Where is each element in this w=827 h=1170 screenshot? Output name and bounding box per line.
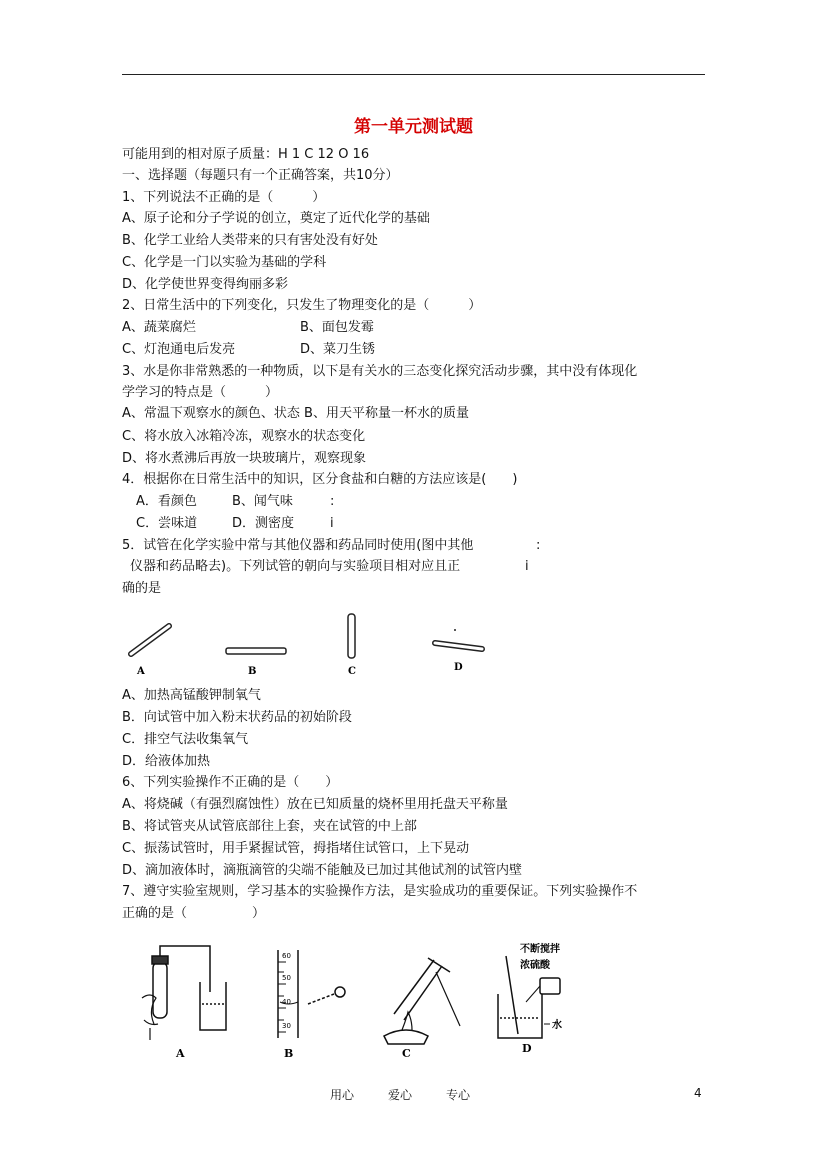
figure-b-label: B [284, 1047, 294, 1060]
tube-c-label: C [348, 666, 356, 677]
footer-word-1: 用心 [330, 1088, 355, 1102]
question-6-option-a: A、将烧碱（有强烈腐蚀性）放在已知质量的烧杯里用托盘天平称量 [122, 797, 508, 812]
test-tube-orientations [122, 608, 522, 680]
tube-a [131, 626, 169, 654]
question-4-option-c: C．尝味道 [136, 516, 198, 531]
question-4-mark-2: i [330, 516, 334, 531]
label-concentrated-sulfuric-acid: 浓硫酸 [520, 960, 550, 971]
question-1-stem: 1、下列说法不正确的是（ ） [122, 190, 326, 205]
question-3-option-ab: A、常温下观察水的颜色、状态 B、用天平称量一杯水的质量 [122, 406, 469, 421]
tube-d [435, 629, 482, 649]
figure-d-label: D [522, 1042, 532, 1055]
question-4-stem: 4．根据你在日常生活中的知识，区分食盐和白糖的方法应该是( ) [122, 472, 518, 487]
cylinder-tick-50: 50 [282, 974, 291, 982]
page-title: 第一单元测试题 [354, 117, 473, 137]
question-1-option-a: A、原子论和分子学说的创立，奠定了近代化学的基础 [122, 211, 430, 226]
figure-c-label: C [402, 1047, 411, 1060]
atomic-mass-note: 可能用到的相对原子质量：H 1 C 12 O 16 [122, 147, 370, 162]
tube-b-label: B [248, 666, 257, 677]
cylinder-tick-40: 40 [282, 998, 291, 1006]
page-number: 4 [694, 1086, 702, 1100]
tube-a-label: A [137, 666, 145, 677]
label-keep-stirring: 不断搅拌 [520, 944, 560, 955]
tube-d-label: D [454, 662, 463, 673]
question-4-option-a: A．看颜色 [136, 494, 197, 509]
question-3-option-c: C、将水放入冰箱冷冻，观察水的状态变化 [122, 429, 366, 444]
question-2-option-d: D、菜刀生锈 [300, 342, 376, 357]
label-water: 水 [552, 1020, 562, 1031]
question-3-stem-cont: 学学习的特点是（ ） [122, 385, 279, 400]
question-2-option-a: A、蔬菜腐烂 [122, 320, 196, 335]
question-4-option-d: D．测密度 [232, 516, 295, 531]
footer-word-2: 爱心 [388, 1088, 413, 1102]
lab-operations-figure [122, 942, 602, 1062]
header-rule [122, 74, 705, 75]
question-5-option-d: D．给液体加热 [122, 754, 211, 769]
question-2-stem: 2、日常生活中的下列变化，只发生了物理变化的是（ ） [122, 298, 482, 313]
question-5-stem-end: 确的是 [122, 581, 162, 596]
question-5-stem-cont: 仪器和药品略去)。下列试管的朝向与实验项目相对应且正 [130, 559, 461, 574]
figure-c-heating-tube [384, 958, 460, 1044]
question-7-stem-cont: 正确的是（ ） [122, 906, 266, 921]
question-5-stem: 5．试管在化学实验中常与其他仪器和药品同时使用(图中其他 [122, 538, 474, 553]
lab-operations-drawing [122, 942, 602, 1062]
cylinder-tick-60: 60 [282, 952, 291, 960]
question-1-option-c: C、化学是一门以实验为基础的学科 [122, 255, 327, 270]
question-3-option-d: D、将水煮沸后再放一块玻璃片，观察现象 [122, 451, 367, 466]
figure-a-airtightness-check [142, 946, 226, 1040]
question-7-stem: 7、遵守实验室规则，学习基本的实验操作方法，是实验成功的重要保证。下列实验操作不 [122, 884, 638, 899]
question-6-option-c: C、振荡试管时，用手紧握试管，拇指堵住试管口，上下晃动 [122, 841, 470, 856]
section-heading: 一、选择题（每题只有一个正确答案，共10分） [122, 168, 399, 183]
question-3-stem: 3、水是你非常熟悉的一种物质，以下是有关水的三态变化探究活动步骤，其中没有体现化 [122, 364, 638, 379]
question-5-option-b: B．向试管中加入粉末状药品的初始阶段 [122, 710, 352, 725]
cylinder-tick-30: 30 [282, 1022, 291, 1030]
question-6-option-b: B、将试管夹从试管底部往上套，夹在试管的中上部 [122, 819, 417, 834]
tube-b [226, 648, 286, 654]
question-5-mark: : [536, 538, 541, 553]
question-2-option-b: B、面包发霉 [300, 320, 374, 335]
question-4-mark: : [330, 494, 335, 509]
question-5-mark-2: i [525, 559, 529, 574]
question-5-option-a: A、加热高锰酸钾制氧气 [122, 688, 261, 703]
question-1-option-d: D、化学使世界变得绚丽多彩 [122, 277, 289, 292]
figure-a-label: A [176, 1047, 185, 1060]
footer-word-3: 专心 [446, 1088, 471, 1102]
question-1-option-b: B、化学工业给人类带来的只有害处没有好处 [122, 233, 378, 248]
question-4-option-b: B、闻气味 [232, 494, 293, 509]
tube-c [348, 614, 355, 658]
question-2-option-c: C、灯泡通电后发亮 [122, 342, 236, 357]
question-6-stem: 6、下列实验操作不正确的是（ ） [122, 775, 339, 790]
test-tube-figure [122, 608, 522, 680]
question-5-option-c: C．排空气法收集氧气 [122, 732, 249, 747]
question-6-option-d: D、滴加液体时，滴瓶滴管的尖端不能触及已加过其他试剂的试管内壁 [122, 863, 523, 878]
